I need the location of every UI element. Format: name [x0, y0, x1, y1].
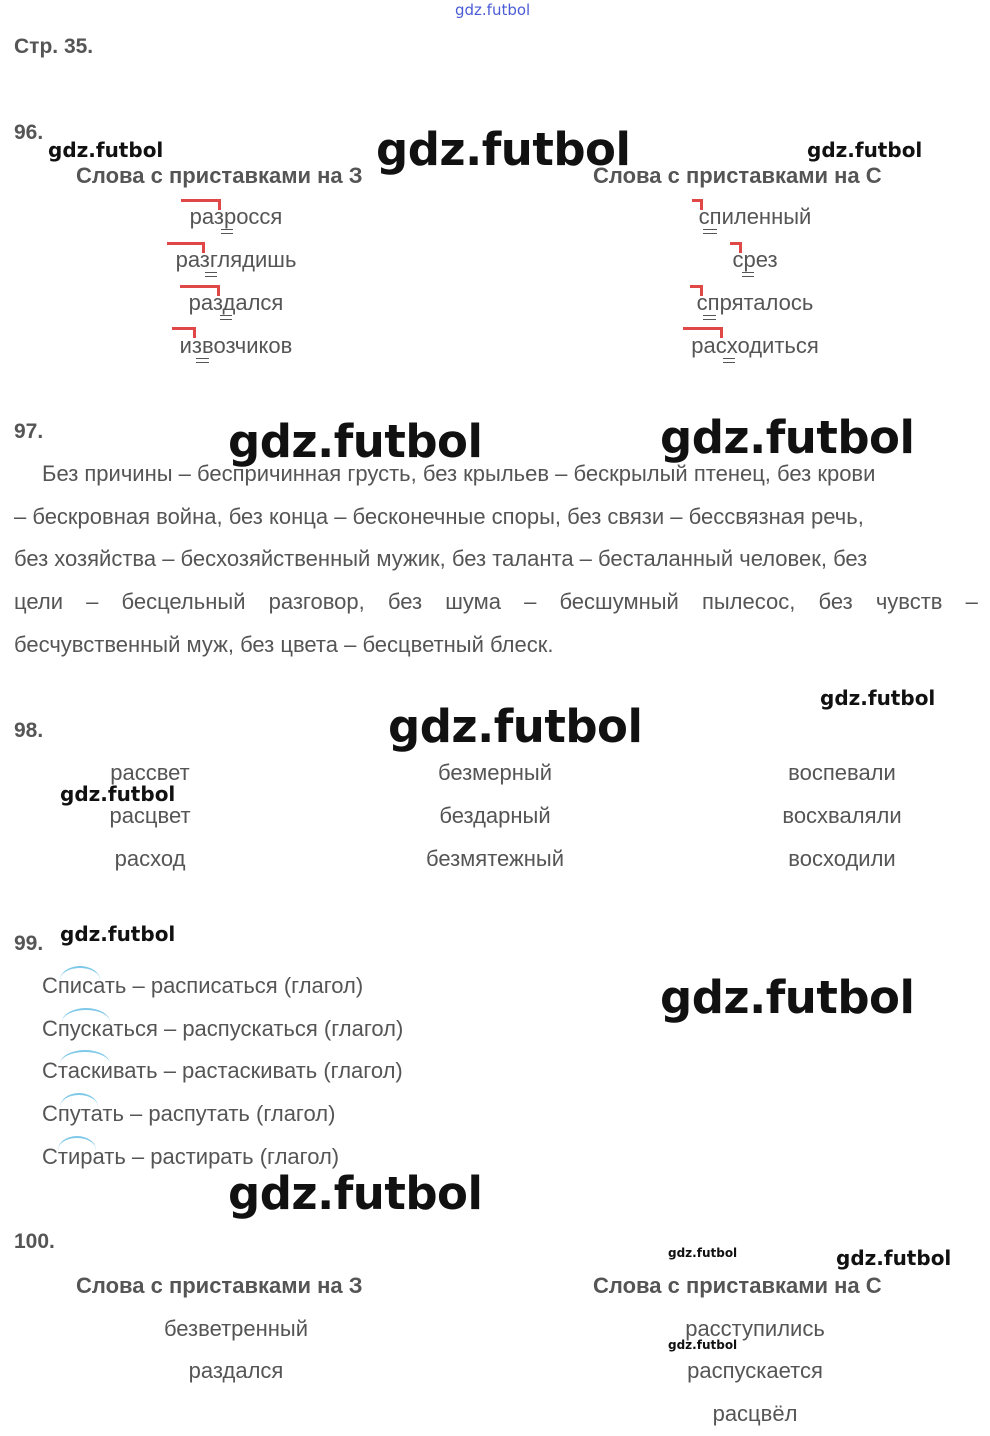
word-item: распускается	[687, 1358, 823, 1383]
letter-underline	[221, 229, 233, 234]
prefix-mark	[690, 285, 703, 296]
prefix-mark	[692, 199, 703, 210]
exercise-number: 100.	[14, 1230, 55, 1253]
word-item: восхваляли	[782, 803, 902, 828]
word-item: безмятежный	[425, 846, 565, 871]
paragraph-word: –	[86, 589, 99, 614]
word-pair-line: Стаскивать – растаскивать (глагол)	[42, 1058, 403, 1083]
prefix-mark	[730, 242, 742, 253]
prefix-mark	[172, 327, 196, 338]
paragraph-word: чувств	[875, 589, 943, 614]
top-watermark: gdz.futbol	[455, 1, 531, 19]
word-item: воспевали	[788, 760, 896, 785]
letter-underline	[723, 358, 735, 363]
word-item: расцвёл	[712, 1401, 798, 1426]
watermark: gdz.futbol	[820, 686, 936, 710]
watermark: gdz.futbol	[60, 782, 176, 806]
word-item: бездарный	[439, 803, 551, 828]
paragraph-word: шума	[445, 589, 501, 614]
letter-underline	[205, 272, 217, 277]
word-item: раздался	[188, 290, 284, 315]
watermark: gdz.futbol	[388, 700, 643, 753]
root-arc	[60, 966, 100, 980]
paragraph-word: без	[387, 589, 423, 614]
letter-underline	[703, 315, 716, 320]
paragraph-word: бесшумный	[559, 589, 679, 614]
word-item: рассвет	[110, 760, 190, 785]
root-arc	[60, 1050, 110, 1064]
paragraph-word: цели	[14, 589, 63, 614]
word-pair-line: Стирать – растирать (глагол)	[42, 1144, 340, 1169]
word-item: расход	[114, 846, 186, 871]
paragraph-word: бесцельный	[121, 589, 246, 614]
word-pair-line: Спутать – распутать (глагол)	[42, 1101, 336, 1126]
word-item: расходиться	[691, 333, 819, 358]
exercise-number: 98.	[14, 719, 44, 742]
word-item: расступились	[685, 1316, 825, 1341]
word-item: безмерный	[437, 760, 553, 785]
letter-underline	[220, 315, 232, 320]
word-item: разросся	[189, 204, 283, 229]
exercise-number: 97.	[14, 420, 44, 443]
prefix-mark	[180, 285, 220, 296]
watermark: gdz.futbol	[228, 1167, 483, 1220]
paragraph-word: без	[818, 589, 853, 614]
column-header-z: Слова с приставками на З	[76, 1273, 363, 1298]
letter-underline	[742, 272, 754, 277]
paragraph-line: без хозяйства – бесхозяйственный мужик, без таланта – бесталанный человек, без	[14, 546, 868, 571]
paragraph-line: Без причины – беспричинная грусть, без крыльев – бескрылый птенец, без крови	[42, 461, 876, 486]
paragraph-word: –	[965, 589, 978, 614]
watermark: gdz.futbol	[660, 411, 915, 464]
column-header-s: Слова с приставками на С	[593, 1273, 882, 1298]
watermark: gdz.futbol	[60, 922, 176, 946]
word-item: расцвет	[109, 803, 191, 828]
page-title: Стр. 35.	[14, 35, 94, 58]
exercise-number: 99.	[14, 932, 44, 955]
letter-underline	[703, 229, 717, 234]
word-item: восходили	[788, 846, 896, 871]
root-arc	[60, 1093, 98, 1107]
column-header-s: Слова с приставками на С	[593, 163, 882, 188]
column-header-z: Слова с приставками на З	[76, 163, 363, 188]
word-item: срез	[732, 247, 778, 272]
paragraph-word: разговор,	[268, 589, 365, 614]
watermark: gdz.futbol	[836, 1246, 952, 1270]
paragraph-word: –	[524, 589, 537, 614]
word-item: спиленный	[698, 204, 812, 229]
root-arc	[62, 1008, 110, 1022]
paragraph-line-justified	[14, 581, 978, 624]
exercise-number: 96.	[14, 121, 44, 144]
paragraph-line: – бескровная война, без конца – бесконечные споры, без связи – бессвязная речь,	[14, 504, 864, 529]
word-item: спряталось	[696, 290, 814, 315]
watermark: gdz.futbol	[48, 138, 164, 162]
watermark: gdz.futbol	[668, 1246, 738, 1260]
word-item: безветренный	[163, 1316, 309, 1341]
word-item: раздался	[188, 1358, 284, 1383]
letter-underline	[196, 358, 209, 363]
word-item: разглядишь	[175, 247, 297, 272]
word-item: извозчиков	[179, 333, 293, 358]
root-arc	[58, 1136, 96, 1150]
paragraph-line: бесчувственный муж, без цвета – бесцветный блеск.	[14, 632, 554, 657]
word-pair-line: Спускаться – распускаться (глагол)	[42, 1016, 404, 1041]
watermark: gdz.futbol	[668, 1338, 738, 1352]
prefix-mark	[683, 327, 723, 338]
watermark: gdz.futbol	[228, 415, 483, 468]
paragraph-word: пылесос,	[701, 589, 796, 614]
prefix-mark	[181, 199, 221, 210]
watermark: gdz.futbol	[660, 971, 915, 1024]
watermark: gdz.futbol	[807, 138, 923, 162]
watermark: gdz.futbol	[376, 123, 631, 176]
prefix-mark	[167, 242, 205, 253]
word-pair-line: Списать – расписаться (глагол)	[42, 973, 364, 998]
